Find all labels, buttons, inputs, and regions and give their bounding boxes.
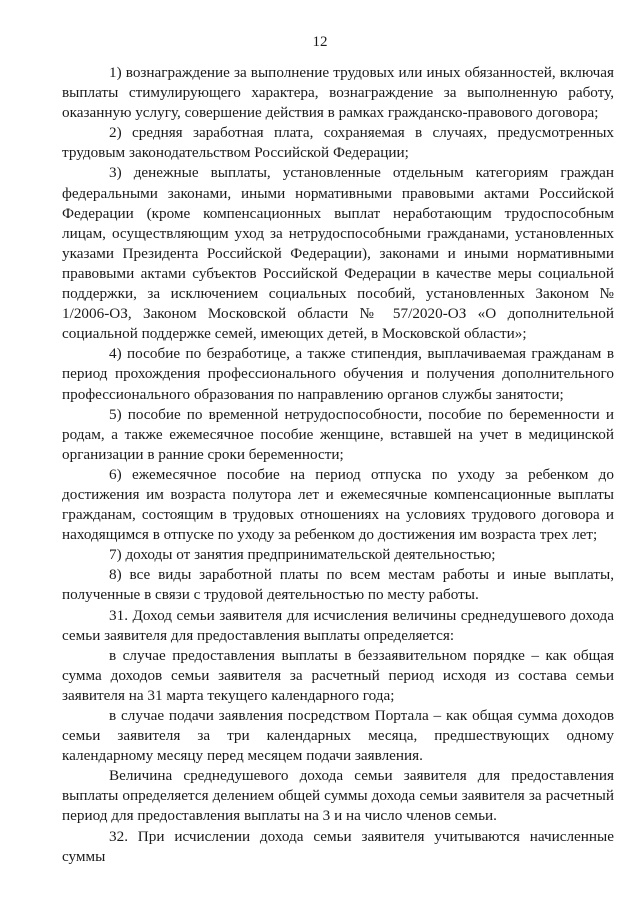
paragraph-32: 32. При исчислении дохода семьи заявителя учитываются начисленные суммы (62, 827, 614, 865)
paragraph-item-2: 2) средняя заработная плата, сохраняемая в случаях, предусмотренных трудовым законодательством Российской Федерации; (62, 124, 614, 162)
paragraph-31-case-no-application: в случае предоставления выплаты в беззаявительном порядке – как общая сумма доходов семьи заявителя за расчетный период исходя из состава семьи заявителя на 31 марта текущего календарного года; (62, 646, 614, 704)
paragraph-item-4: 4) пособие по безработице, а также стипендия, выплачиваемая гражданам в период прохождения профессионального обучения и получения дополнительного профессионального образования по направлению органов службы занятости; (62, 345, 614, 403)
paragraph-item-6: 6) ежемесячное пособие на период отпуска по уходу за ребенком до достижения им возраста полутора лет и ежемесячные компенсационные выплаты гражданам, состоящим в трудовых отношениях на условиях трудового договора и находящимся в отпуске по уходу за ребенком до достижения им возраста трех лет; (62, 465, 614, 544)
document-body (62, 63, 614, 867)
paragraph-31: 31. Доход семьи заявителя для исчисления величины среднедушевого дохода семьи заявителя для предоставления выплаты определяется: (62, 606, 614, 644)
paragraph-31-case-portal: в случае подачи заявления посредством Портала – как общая сумма доходов семьи заявителя за три календарных месяца, предшествующих одному календарному месяцу перед месяцем подачи заявления. (62, 707, 614, 765)
paragraph-item-7: 7) доходы от занятия предпринимательской деятельностью; (109, 546, 496, 564)
paragraph-average-income: Величина среднедушевого дохода семьи заявителя для предоставления выплаты определяется делением общей суммы дохода семьи заявителя за расчетный период для предоставления выплаты на 3 и на число членов семьи. (62, 767, 614, 825)
paragraph-item-3: 3) денежные выплаты, установленные отдельным категориям граждан федеральными законами, иными нормативными правовыми актами Российской Федерации (кроме компенсационных выплат неработающим трудоспособным лицам, осуществляющим уход за нетрудоспособными гражданами, установленных указами Президента Российской Федерации), законами и иными нормативными правовыми актами субъектов Российской Федерации в качестве меры социальной поддержки, за исключением социальных пособий, установленных Законом № 1/2006-ОЗ, Законом Московской области № 57/2020-ОЗ «О дополнительной социальной поддержке семей, имеющих детей, в Московской области»; (62, 164, 614, 343)
paragraph-item-5: 5) пособие по временной нетрудоспособности, пособие по беременности и родам, а также ежемесячное пособие женщине, вставшей на учет в медицинской организации в ранние сроки беременности; (62, 405, 614, 463)
paragraph-item-8: 8) все виды заработной платы по всем местам работы и иные выплаты, полученные в связи с трудовой деятельностью по месту работы. (62, 566, 614, 604)
paragraph-item-1: 1) вознаграждение за выполнение трудовых или иных обязанностей, включая выплаты стимулирующего характера, вознаграждение за выполненную работу, оказанную услугу, совершение действия в рамках гражданско-правового договора; (62, 64, 614, 122)
page-number: 12 (312, 34, 328, 50)
